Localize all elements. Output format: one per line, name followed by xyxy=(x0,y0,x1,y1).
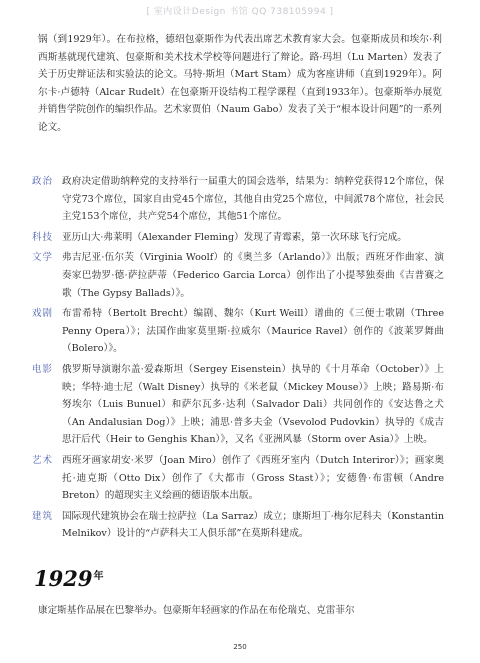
category-label: 文学 xyxy=(32,252,54,264)
year-number: 1929 xyxy=(34,566,93,591)
intro-paragraph: 锅（到1929年）。在布拉格，德绍包豪斯作为代表出席艺术教育家大会。包豪斯成员和埃尔·利西斯基就现代建筑、包豪斯和美术技术学校等问题进行了辩论。路·玛坦（Lu Marten）发表了关于历史辩证法和实验法的论文。马特·斯坦（Mart Stam）成为客座讲师（直到1929年）。阿尔卡·卢德特（Alcar Rudelt）在包豪斯开设结构工程学课程（直到1933年）。包豪斯举办展览并销售学院创作的编织作品。艺术家贾伯（Naum Gabo）发表了关于“根本设计问题”的一系列论文。 xyxy=(38,34,442,133)
category-label: 艺术 xyxy=(32,454,54,466)
entry-science xyxy=(32,229,444,247)
category-label: 科技 xyxy=(32,231,54,243)
entry-text: 政府决定借助纳粹党的支持举行一届重大的国会选举，结果为：纳粹党获得12个席位，保守党73个席位，国家自由党45个席位，其他自由党25个席位，中间派78个席位，社会民主党153个席位，共产党54个席位，其他51个席位。 xyxy=(62,176,444,223)
category-label: 电影 xyxy=(32,363,54,375)
category-label: 政治 xyxy=(32,176,54,187)
page-number: 250 xyxy=(233,643,247,651)
year-heading xyxy=(34,566,103,591)
year-suffix: 年 xyxy=(93,571,104,582)
category-label: 戏剧 xyxy=(32,308,54,320)
entry-text: 弗吉尼亚·伍尔芙（Virginia Woolf）的《奥兰多（Arlando）》出版；西班牙作曲家、演奏家巴勃罗·德·萨拉萨蒂（Federico Garcia Lorca）创作出了小提琴独奏曲《吉普赛之歌（The Gypsy Ballads）》。 xyxy=(62,252,444,299)
event-list xyxy=(32,173,444,546)
watermark: [ 室内设计Design 书馆 QQ 738105994 ] xyxy=(146,7,334,17)
entry-text: 布雷希特（Bertolt Brecht）编剧、魏尔（Kurt Weill）谱曲的《三便士歌剧（Three Penny Opera）》；法国作曲家莫里斯·拉威尔（Maurice Ravel）创作的《波莱罗舞曲（Bolero）》。 xyxy=(62,308,444,355)
closing-paragraph: 康定斯基作品展在巴黎举办。包豪斯年轻画家的作品在布伦瑞克、克雷菲尔 xyxy=(38,605,355,616)
entry-text: 俄罗斯导演谢尔盖·爱森斯坦（Sergey Eisenstein）执导的《十月革命（October）》上映；华特·迪士尼（Walt Disney）执导的《米老鼠（Mickey Mouse）》上映；路易斯·布努埃尔（Luis Bunuel）和萨尔瓦多·达利（Salvador Dali）共同创作的《安达鲁之犬（An Andalusian Dog）》上映；浦思·普多夫金（Vsevolod Pudovkin）执导的《成吉思汗后代（Heir to Genghis Khan）》，又名《亚洲风暴（Storm over Asia）》上映。 xyxy=(62,363,444,446)
entry-theatre xyxy=(32,305,444,358)
entry-literature xyxy=(32,249,444,302)
entry-film xyxy=(32,361,444,449)
entry-text: 西班牙画家胡安·米罗（Joan Miro）创作了《西班牙室内（Dutch Interiror）》；画家奥托·迪克斯（Otto Dix）创作了《大都市（Gross Stast）》；安德鲁·布雷顿（Andre Breton）的超现实主义绘画的德语版本出版。 xyxy=(62,454,444,502)
entry-architecture xyxy=(32,508,444,543)
entry-text: 国际现代建筑协会在瑞士拉萨拉（La Sarraz）成立；康斯坦丁·梅尔尼科夫（Konstantin Melnikov）设计的“卢萨科夫工人俱乐部”在莫斯科建成。 xyxy=(62,510,444,540)
entry-art xyxy=(32,452,444,505)
entry-text: 亚历山大·弗莱明（Alexander Fleming）发现了青霉素，第一次环球飞行完成。 xyxy=(62,231,407,243)
category-label: 建筑 xyxy=(32,510,54,522)
entry-politics xyxy=(32,173,444,226)
